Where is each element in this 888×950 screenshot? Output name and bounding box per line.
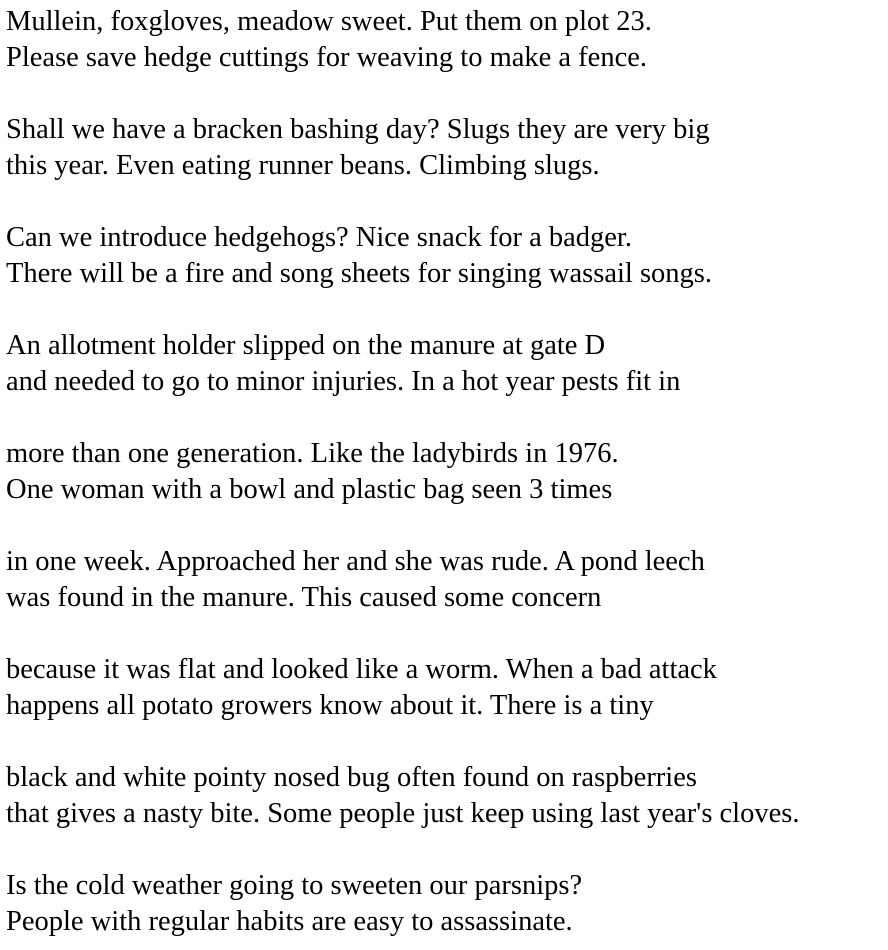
stanza-2 [6,112,799,184]
stanza-8 [6,760,799,832]
poem-line: more than one generation. Like the ladybirds in 1976. [6,438,619,469]
poem-line: Is the cold weather going to sweeten our parsnips? [6,870,583,901]
poem-line: happens all potato growers know about it. There is a tiny [6,690,654,721]
poem-line: and needed to go to minor injuries. In a hot year pests fit in [6,366,681,397]
stanza-9 [6,868,799,940]
poem-line: One woman with a bowl and plastic bag seen 3 times [6,474,613,505]
poem-line: People with regular habits are easy to assassinate. [6,906,573,937]
poem-line: There will be a fire and song sheets for singing wassail songs. [6,258,713,289]
stanza-5 [6,436,799,508]
poem-line: in one week. Approached her and she was rude. A pond leech [6,546,705,577]
poem-line: black and white pointy nosed bug often found on raspberries [6,762,697,793]
poem-line: this year. Even eating runner beans. Climbing slugs. [6,150,600,181]
poem-line: was found in the manure. This caused some concern [6,582,602,613]
stanza-3 [6,220,799,292]
poem-line: that gives a nasty bite. Some people just keep using last year's cloves. [6,798,800,829]
stanza-4 [6,328,799,400]
poem-line: Can we introduce hedgehogs? Nice snack for a badger. [6,222,632,253]
poem-line: Please save hedge cuttings for weaving to make a fence. [6,42,647,73]
poem-line: because it was flat and looked like a worm. When a bad attack [6,654,717,685]
stanza-1 [6,4,799,76]
poem-line: Shall we have a bracken bashing day? Slugs they are very big [6,114,710,145]
stanza-6 [6,544,799,616]
poem-line: Mullein, foxgloves, meadow sweet. Put them on plot 23. [6,6,652,37]
poem-line: An allotment holder slipped on the manure at gate D [6,330,606,361]
stanza-7 [6,652,799,724]
poem-text [6,4,799,940]
